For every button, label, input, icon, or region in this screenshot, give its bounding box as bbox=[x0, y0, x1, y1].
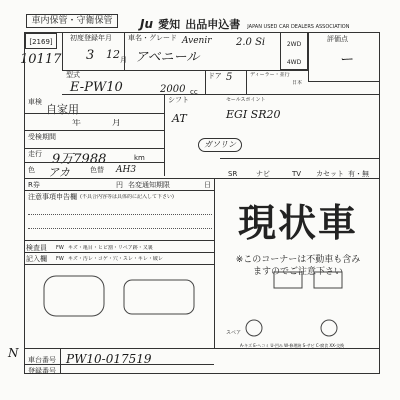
color-label: 色 bbox=[28, 166, 35, 174]
notes-label: 注意事項申告欄 bbox=[28, 193, 77, 201]
displacement-unit: cc bbox=[190, 88, 198, 96]
divider bbox=[24, 190, 214, 191]
reg-year: 年 bbox=[72, 119, 82, 127]
equip-navi: ナビ bbox=[256, 170, 270, 178]
doors-label: ドア bbox=[208, 72, 222, 80]
form-title: 出品申込書 bbox=[185, 18, 241, 31]
region-name: 愛知 bbox=[158, 18, 181, 31]
shift-label: シフト bbox=[168, 96, 189, 104]
divider bbox=[164, 94, 165, 176]
features-text: EGI SR20 bbox=[226, 108, 281, 121]
as-is-title: 現状車 bbox=[237, 201, 358, 245]
first-reg-year: 3 bbox=[86, 48, 95, 63]
shift-value: AT bbox=[172, 112, 187, 125]
divider bbox=[24, 252, 214, 253]
notes-line bbox=[28, 214, 212, 215]
divider bbox=[24, 240, 214, 241]
lot-number: 10117 bbox=[20, 52, 62, 67]
first-reg-label: 初度登録年月 bbox=[70, 34, 112, 42]
model-label: 型式 bbox=[66, 71, 80, 79]
inspection-label: 受検期間 bbox=[28, 133, 56, 141]
divider bbox=[220, 158, 380, 159]
recycle-label: R券 bbox=[28, 181, 40, 189]
first-reg-month: 12 bbox=[106, 48, 120, 61]
association-name: JAPAN USED CAR DEALERS ASSOCIATION bbox=[247, 24, 350, 30]
as-is-note1: ※このコーナーは不動車も含み bbox=[235, 255, 361, 265]
damage-legend: A-キズ E-ヘコミ U-凹み W-修理跡 S-サビ C-腐食 XX-交換 bbox=[240, 343, 345, 348]
drive-box bbox=[280, 32, 308, 70]
color-code: AH3 bbox=[116, 165, 137, 175]
car-diagram bbox=[24, 266, 380, 348]
car-name: アベニール bbox=[135, 50, 200, 65]
divider bbox=[24, 364, 214, 365]
mileage-label: 走行 bbox=[28, 150, 42, 158]
divider bbox=[246, 70, 247, 94]
recycle-unit: 円 bbox=[116, 181, 123, 189]
divider bbox=[124, 32, 125, 70]
eval-label: 評価点 bbox=[327, 35, 348, 43]
divider bbox=[24, 113, 164, 114]
footer-mark: N bbox=[8, 346, 19, 360]
divider bbox=[24, 178, 380, 179]
drive-2wd: 2WD bbox=[286, 41, 302, 48]
recycle-expiry: 名変通知期限 bbox=[128, 181, 170, 189]
registration-no-label: 登録番号 bbox=[28, 367, 56, 375]
chassis-value: PW10-017519 bbox=[66, 352, 152, 366]
car-grade: Avenir bbox=[182, 36, 212, 46]
divider bbox=[24, 130, 164, 131]
chassis-label: 車台番号 bbox=[28, 356, 56, 364]
equip-sr: SR bbox=[228, 170, 238, 178]
inspector-row1: キズ・亀目・ヒビ割・リペア跡・又裏 bbox=[68, 245, 153, 251]
displacement-value: 2000 bbox=[160, 84, 186, 95]
equip-cassette: カセット bbox=[316, 170, 344, 178]
notes-line bbox=[28, 228, 212, 229]
color-value: アカ bbox=[48, 166, 70, 179]
inspector-row2: キズ・汚レ・コゲ・穴・スレ・キレ・破レ bbox=[68, 256, 163, 262]
inspector-label2: 記入欄 bbox=[26, 255, 47, 263]
mileage-unit: km bbox=[134, 154, 145, 162]
ju-logo-icon: Ju bbox=[140, 17, 154, 31]
notes-sub: (不具合内容等は具体的に記入して下さい) bbox=[80, 194, 174, 200]
fuel-stamp: ガソリン bbox=[198, 138, 242, 152]
spare-label: スペア bbox=[226, 330, 242, 336]
inspector-row1-code: FW bbox=[56, 245, 64, 251]
inspector-label: 検査員 bbox=[26, 244, 47, 252]
as-is-note2: ますのでご注意下さい bbox=[252, 267, 343, 277]
equip-record: 有・無 bbox=[348, 170, 369, 178]
reg-month: 月 bbox=[112, 119, 122, 127]
eval-value: ー bbox=[339, 52, 353, 68]
dealer-unit: 日本 bbox=[292, 80, 303, 86]
model-value: E-PW10 bbox=[70, 80, 123, 95]
lot-box-text: [2169] bbox=[29, 38, 53, 46]
car-engine: 2.0 Si bbox=[236, 37, 266, 48]
divider bbox=[205, 70, 206, 94]
mileage-value: 9万7988 bbox=[52, 152, 107, 167]
drive-4wd: 4WD bbox=[286, 59, 302, 66]
divider bbox=[24, 264, 214, 265]
inspector-row2-code: FW bbox=[56, 256, 64, 262]
divider bbox=[60, 348, 61, 374]
features-label: セールスポイント bbox=[226, 97, 266, 103]
doors-value: 5 bbox=[226, 72, 233, 83]
reg-label: 車検 bbox=[28, 98, 42, 106]
divider bbox=[62, 32, 63, 70]
divider bbox=[62, 94, 380, 95]
reg-value: 自家用 bbox=[46, 103, 79, 116]
equip-tv: TV bbox=[292, 170, 302, 178]
color-code-label: 色替 bbox=[90, 166, 104, 174]
car-name-label: 車名・グレード bbox=[128, 34, 177, 42]
divider bbox=[24, 162, 164, 163]
eval-box bbox=[308, 32, 380, 82]
storage-label: 車内保管・守衛保管 bbox=[26, 14, 118, 28]
recycle-day: 日 bbox=[204, 181, 211, 189]
first-reg-month-mark: 月 bbox=[120, 56, 127, 64]
divider bbox=[62, 70, 308, 71]
dealer-label: ディーラー・並行 bbox=[250, 72, 290, 78]
